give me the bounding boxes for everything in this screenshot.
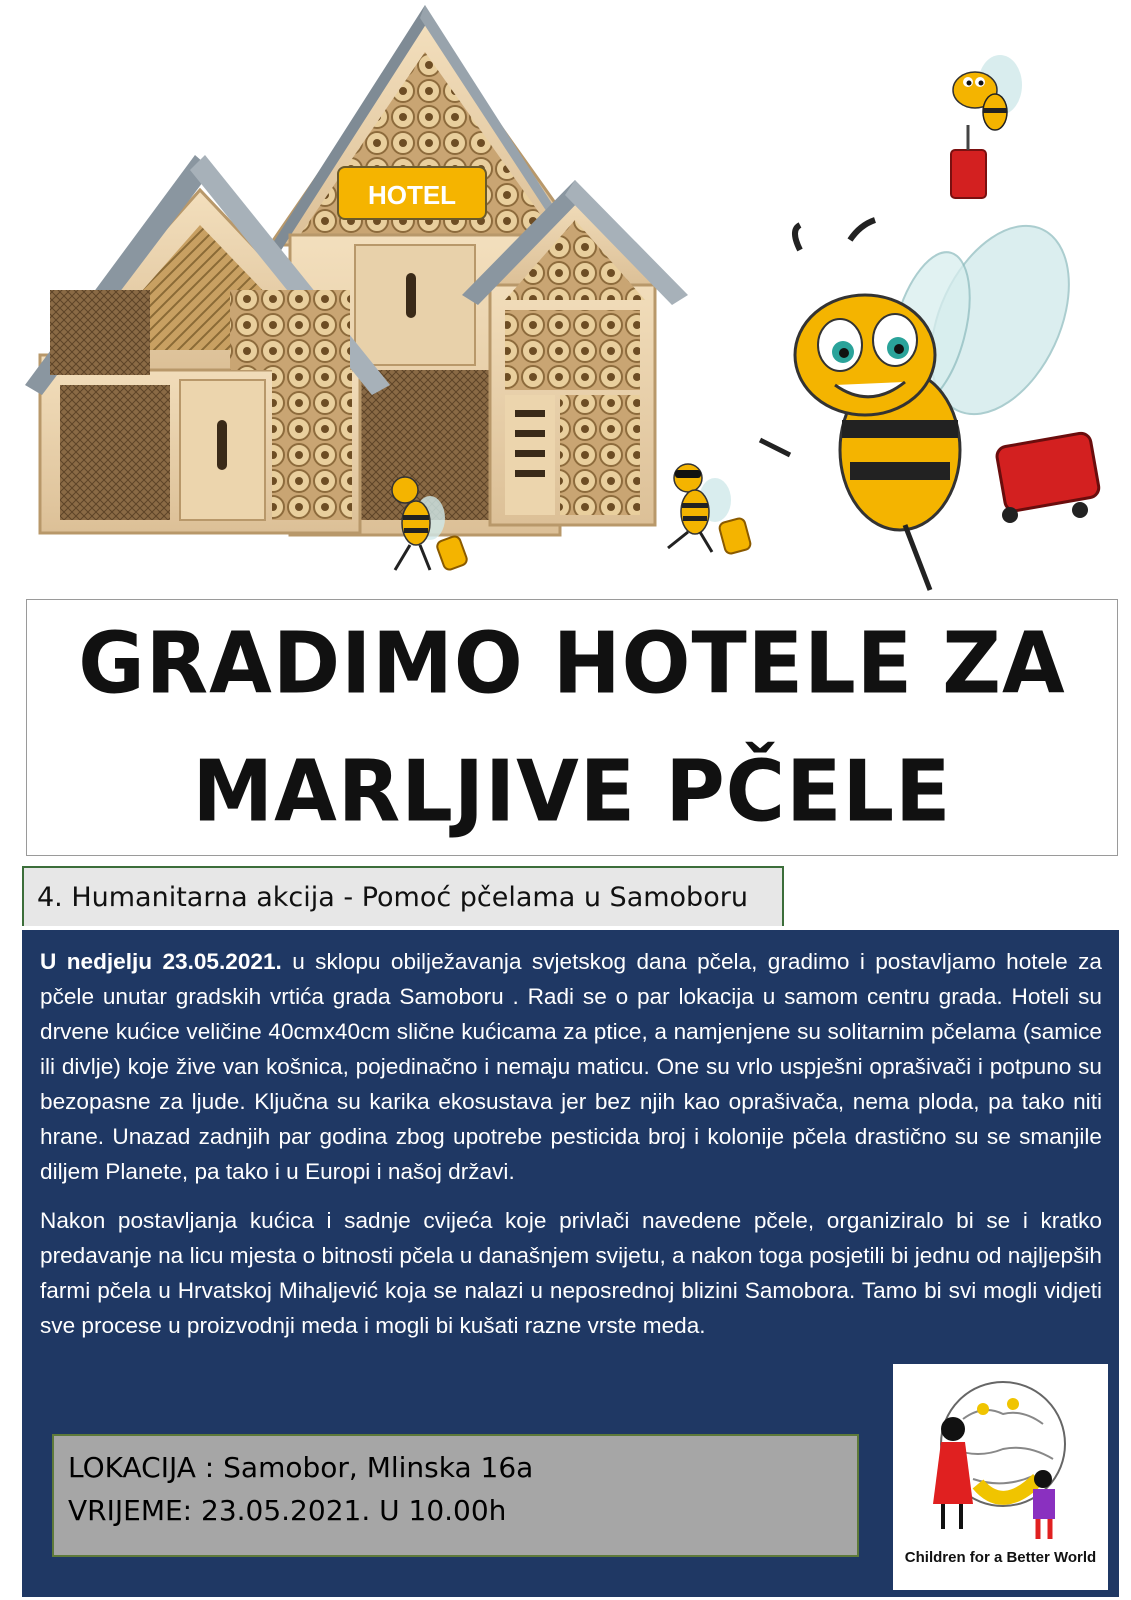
event-time: VRIJEME: 23.05.2021. U 10.00h (68, 1494, 507, 1527)
hotel-badge: HOTEL (337, 166, 487, 220)
paragraph-2: Nakon postavljanja kućica i sadnje cvijeća koje privlači navedene pčele, organiziralo bi se i kratko predavanje na licu mjesta o bitnosti pčela u današnjem svijetu, a nakon toga posjetili bi jednu od najljepših farmi pčela u Hrvatskoj Mihaljević koja se nalazi u neposrednoj blizini Samobora. Tamo bi svi mogli vidjeti sve procese u proizvodnji meda i mogli bi kušati razne vrste meda. (40, 1208, 1102, 1338)
event-location: LOKACIJA : Samobor, Mlinska 16a (68, 1451, 534, 1484)
walking-bee-sunglasses (668, 464, 752, 555)
big-bee-mascot (760, 204, 1100, 590)
subtitle: 4. Humanitarna akcija - Pomoć pčelama u Samoboru (22, 866, 784, 926)
globe-children-icon (893, 1364, 1108, 1554)
logo-caption: Children for a Better World (904, 1549, 1097, 1566)
paragraph-1 (40, 944, 1102, 1189)
title-box (26, 599, 1118, 856)
body-text (40, 944, 1102, 1357)
title-line-2: MARLJIVE PČELE (192, 742, 952, 841)
title-line-1: GRADIMO HOTELE ZA (78, 614, 1066, 713)
insect-hotel-illustration (0, 0, 1131, 600)
paragraph-1-text: u sklopu obilježavanja svjetskog dana pčela, gradimo i postavljamo hotele za pčele unutar gradskih vrtića grada Samoboru . Radi se o par lokacija u samom centru grada. Hoteli su drvene kućice veličine 40cmx40cm slične kućicama za ptice, a namjenjene su solitarnim pčelama (samice ili divlje) koje žive van košnica, pojedinačno i nemaju maticu. One su vrlo uspješni oprašivači i potpuno su bezopasne za ljude. Ključna su karika ekosustava jer bez njih kao oprašivača, nema ploda, pa tako niti hrane. Unazad zadnjih par godina zbog upotrebe pesticida broj i kolonije pčela drastično su se smanjile diljem Planete, pa tako i u Europi i našoj državi. (40, 949, 1102, 1184)
event-info-box (52, 1434, 859, 1557)
small-bee-top-right (951, 55, 1022, 198)
page-title (78, 599, 1065, 855)
paragraph-1-date: U nedjelju 23.05.2021. (40, 949, 282, 974)
